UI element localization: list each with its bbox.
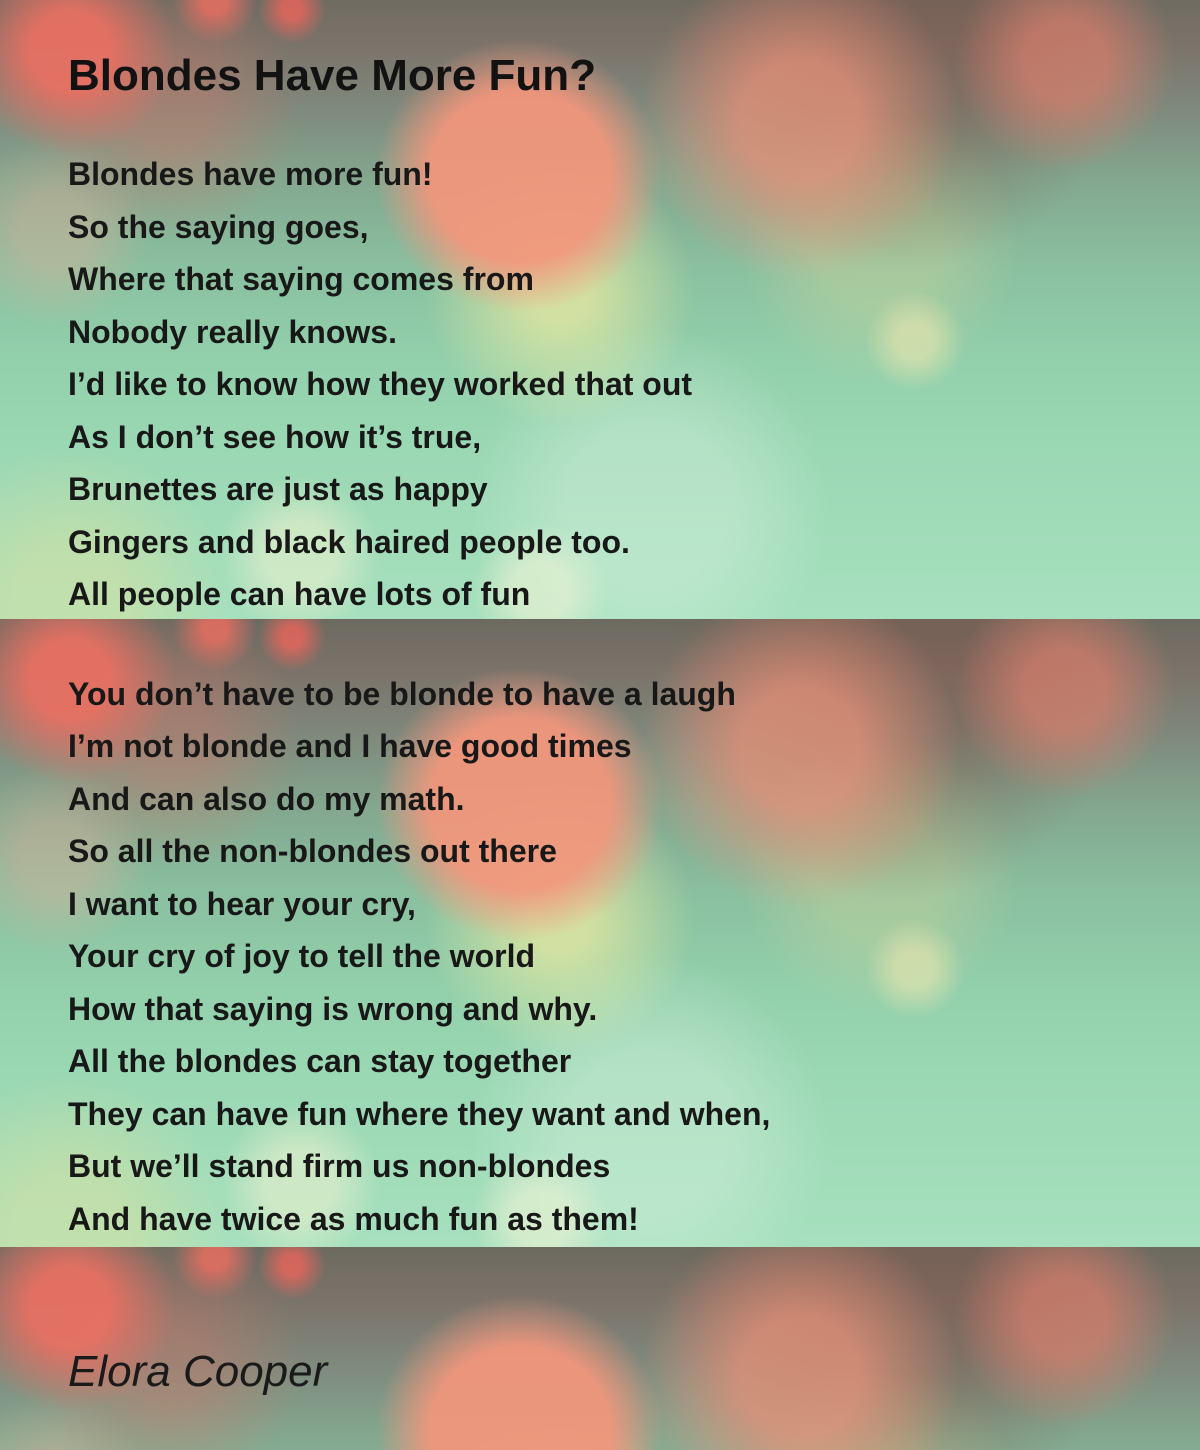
poem-line: I want to hear your cry, <box>68 885 416 922</box>
poem-line: And can also do my math. <box>68 780 465 817</box>
poem-line: I’m not blonde and I have good times <box>68 728 632 764</box>
poem-line: Blondes have more fun! <box>68 156 433 192</box>
author-name: Elora Cooper <box>68 1347 328 1396</box>
poem-line: But we’ll stand firm us non-blondes <box>68 1148 611 1184</box>
poem-line: You don’t have to be blonde to have a laugh <box>68 675 736 712</box>
poem-line: Brunettes are just as happy <box>68 471 488 507</box>
poem-body <box>68 148 770 1245</box>
poem-line: I’d like to know how they worked that out <box>68 366 693 402</box>
poem-line: And have twice as much fun as them! <box>68 1200 639 1237</box>
poem-line: Nobody really knows. <box>68 313 397 350</box>
poem-line: Your cry of joy to tell the world <box>68 938 535 974</box>
poem-line: How that saying is wrong and why. <box>68 990 598 1027</box>
poem-line: So all the non-blondes out there <box>68 833 557 869</box>
poem-line: All people can have lots of fun <box>68 576 531 612</box>
stanza <box>68 668 770 1246</box>
stanza <box>68 148 770 621</box>
poem-line: They can have fun where they want and when, <box>68 1095 771 1132</box>
poem-line: Gingers and black haired people too. <box>68 523 630 560</box>
poem-line: All the blondes can stay together <box>68 1043 572 1079</box>
poem-line: As I don’t see how it’s true, <box>68 418 482 455</box>
poem-line: Where that saying comes from <box>68 261 534 297</box>
poem-line: So the saying goes, <box>68 208 369 245</box>
poem-title: Blondes Have More Fun? <box>68 51 597 100</box>
